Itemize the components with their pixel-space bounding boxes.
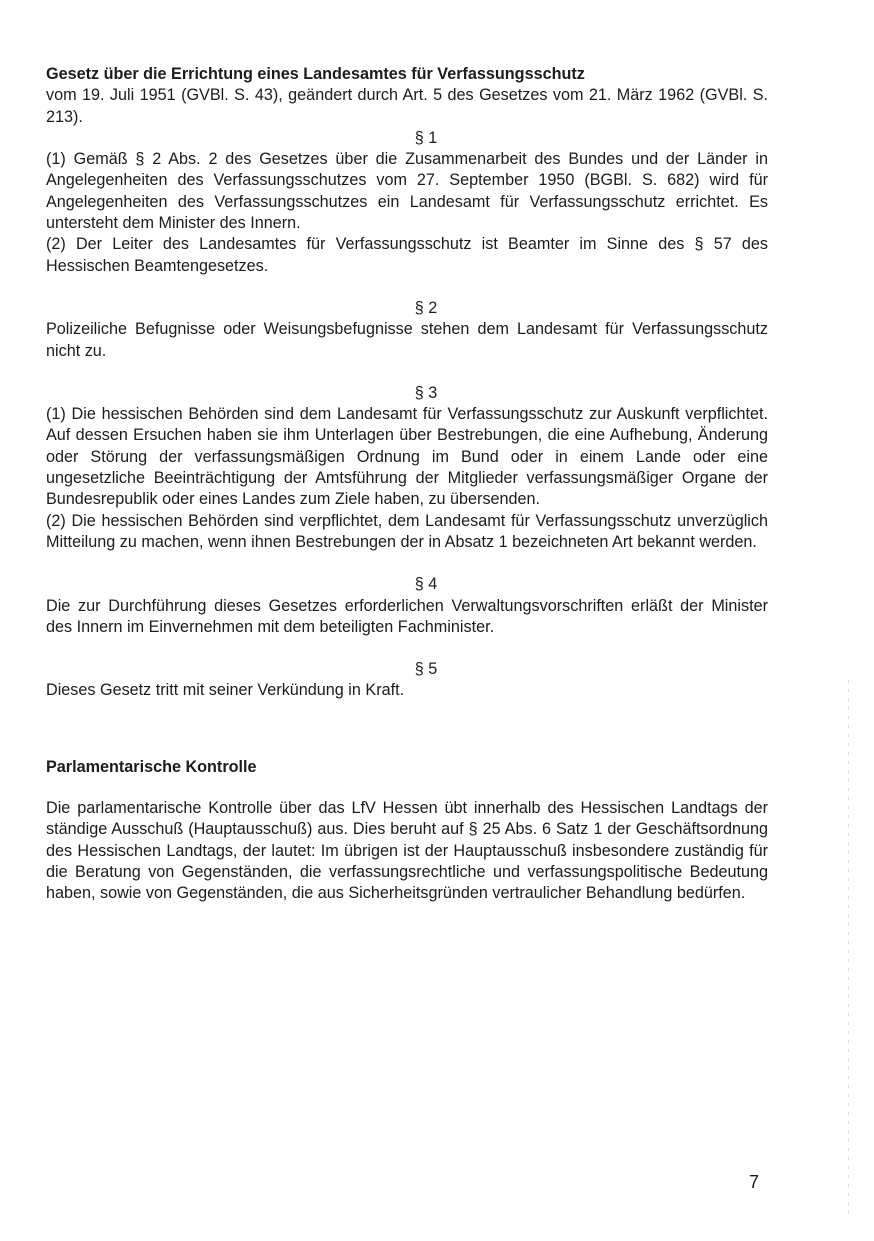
section-1 — [46, 128, 768, 277]
section-4 — [46, 574, 768, 638]
section-3-title: § 3 — [414, 383, 438, 402]
section-2 — [46, 298, 768, 362]
section-1-title: § 1 — [414, 128, 438, 147]
scan-edge-artifact — [848, 680, 849, 1220]
section-2-paragraph-1: Polizeiliche Befugnisse oder Weisungsbefugnisse stehen dem Landesamt für Verfassungsschutz nicht zu. — [46, 320, 768, 360]
section-4-title: § 4 — [414, 575, 438, 594]
control-heading: Parlamentarische Kontrolle — [46, 757, 257, 776]
section-5 — [46, 659, 768, 702]
section-3 — [46, 383, 768, 553]
section-2-title: § 2 — [414, 298, 438, 317]
section-3-paragraph-1: (1) Die hessischen Behörden sind dem Landesamt für Verfassungsschutz zur Auskunft verpflichtet. Auf dessen Ersuchen haben sie ihm Unterlagen über Bestrebungen, die eine Aufhebung, Änderung oder Störung der verfassungsmäßigen Ordnung im Bund oder in einem Lande oder eine ungesetzliche Beeinträchtigung der Amtsführung der Mitglieder verfassungsmäßiger Organe der Bundesrepublik oder eines Landes zum Ziele haben, zu übersenden. — [46, 405, 768, 509]
section-4-paragraph-1: Die zur Durchführung dieses Gesetzes erforderlichen Verwaltungsvorschriften erläßt der Minister des Innern im Einvernehmen mit dem beteiligten Fachminister. — [46, 596, 768, 636]
section-1-paragraph-1: (1) Gemäß § 2 Abs. 2 des Gesetzes über die Zusammenarbeit des Bundes und der Länder in Angelegenheiten des Verfassungsschutzes vom 27. September 1950 (BGBl. S. 682) wird für Angelegenheiten des Verfassungsschutzes ein Landesamt für Verfassungsschutz errichtet. Es untersteht dem Minister des Innern. — [46, 150, 768, 233]
law-title: Gesetz über die Errichtung eines Landesamtes für Verfassungsschutz — [46, 65, 585, 83]
section-5-paragraph-1: Dieses Gesetz tritt mit seiner Verkündung in Kraft. — [46, 681, 405, 700]
law-subtitle: vom 19. Juli 1951 (GVBl. S. 43), geändert durch Art. 5 des Gesetzes vom 21. März 1962 (GVBl. S. 213). — [46, 86, 768, 126]
spacer — [46, 778, 768, 798]
section-5-title: § 5 — [414, 660, 438, 679]
control-paragraph: Die parlamentarische Kontrolle über das LfV Hessen übt innerhalb des Hessischen Landtags der ständige Ausschuß (Hauptausschuß) aus. Dies beruht auf § 25 Abs. 6 Satz 1 der Geschäftsordnung des Hessischen Landtags, der lautet: Im übrigen ist der Hauptausschuß insbesondere zuständig für die Beratung von Gegenständen, die verfassungsrechtliche und verfassungspolitische Bedeutung haben, sowie von Gegenständen, die aus Sicherheitsgründen vertraulicher Behandlung bedürfen. — [46, 799, 768, 903]
page-number: 7 — [749, 1172, 760, 1192]
section-3-paragraph-2: (2) Die hessischen Behörden sind verpflichtet, dem Landesamt für Verfassungsschutz unverzüglich Mitteilung zu machen, wenn ihnen Bestrebungen der in Absatz 1 bezeichneten Art bekannt werden. — [46, 511, 768, 551]
document-page — [46, 64, 768, 905]
section-1-paragraph-2: (2) Der Leiter des Landesamtes für Verfassungsschutz ist Beamter im Sinne des § 57 des Hessischen Beamtengesetzes. — [46, 235, 768, 275]
spacer — [46, 723, 768, 757]
